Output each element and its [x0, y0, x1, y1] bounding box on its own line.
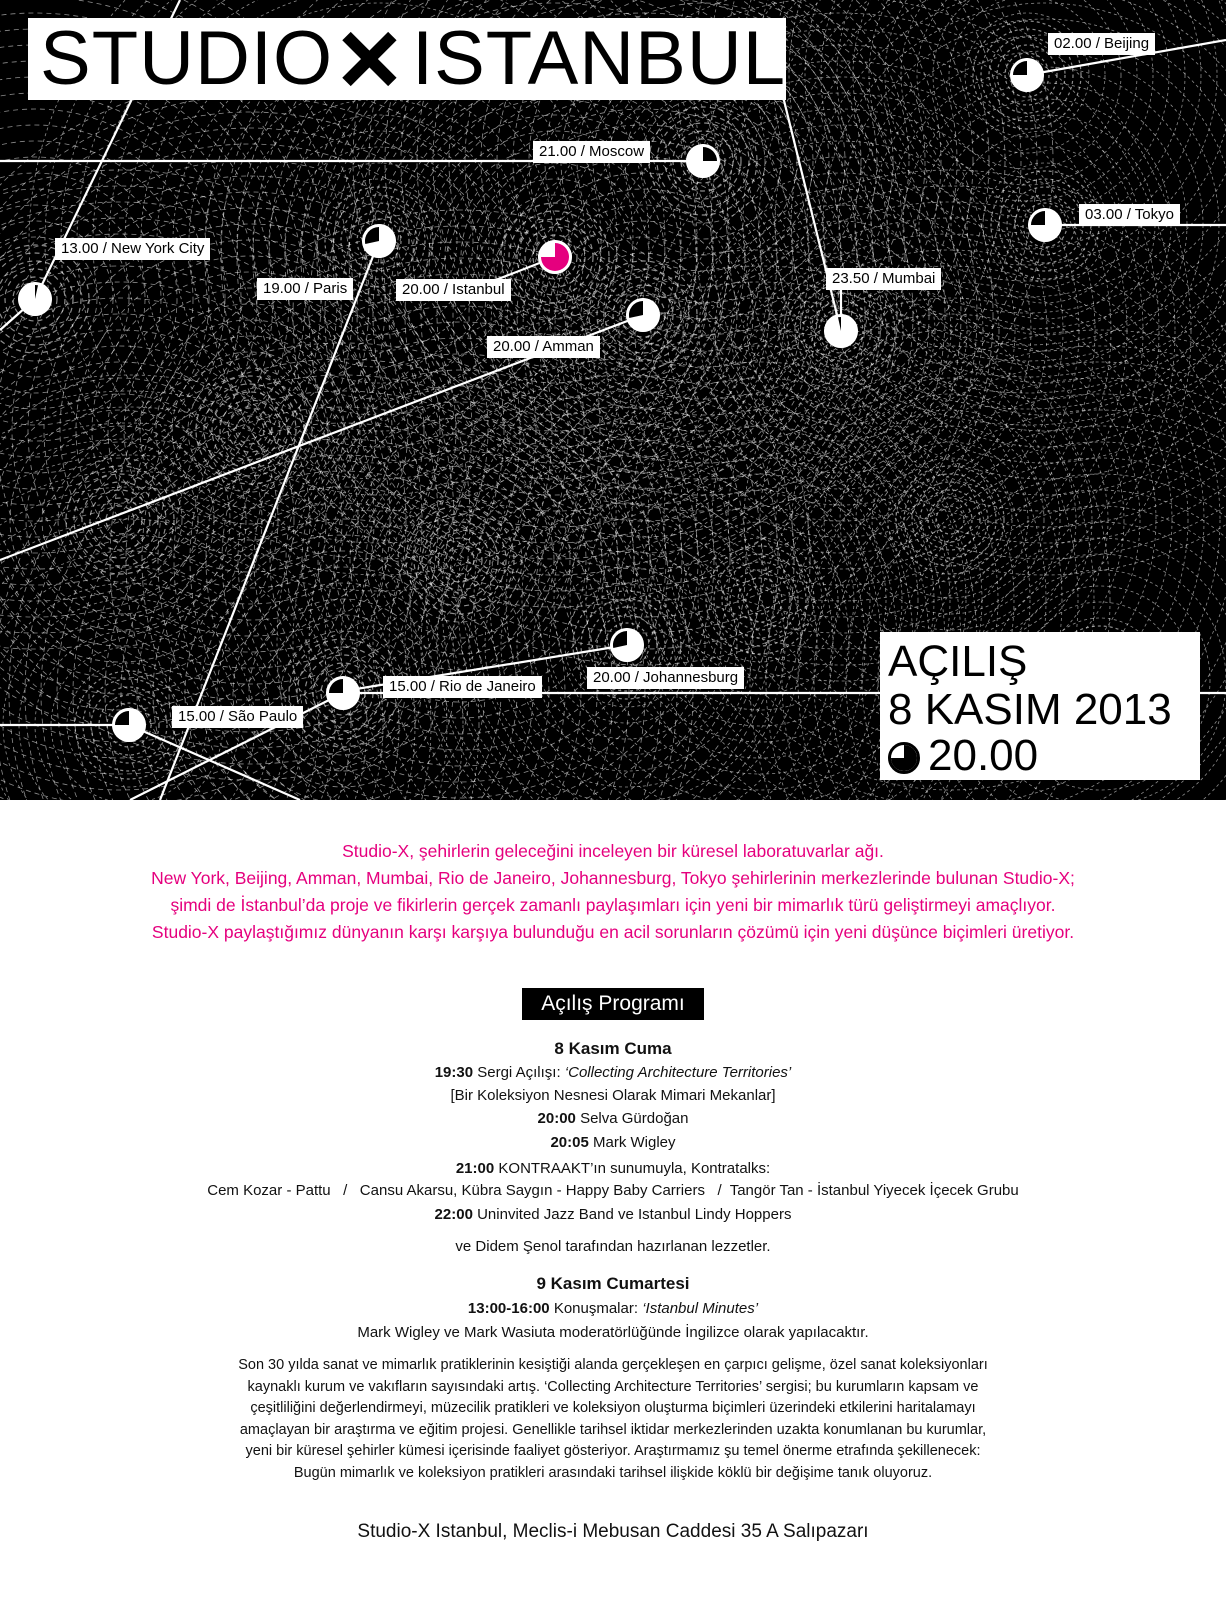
item-time: 20:00: [537, 1110, 576, 1127]
intro-line: Studio-X, şehirlerin geleceğini inceleyen bir küresel laboratuvarlar ağı.: [342, 841, 884, 861]
program-item: [0, 1110, 1226, 1127]
ring: [0, 407, 447, 800]
program-item: [0, 1206, 1226, 1223]
ring: [108, 288, 392, 572]
program-heading: Açılış Programı: [522, 988, 704, 1020]
ring: [89, 439, 597, 800]
ring: [743, 0, 1226, 527]
day2-title: 9 Kasım Cumartesi: [536, 1274, 690, 1293]
item-time: 22:00: [434, 1206, 473, 1223]
program-item: [0, 1087, 1226, 1104]
program-item: [0, 1064, 1226, 1081]
program-item: [0, 1182, 1226, 1199]
item-text: Cem Kozar - Pattu / Cansu Akarsu, Kübra Saygın - Happy Baby Carriers / Tangör Tan - İstanbul Yiyecek İçecek Grubu: [207, 1182, 1019, 1199]
istanbul-clock-icon: [538, 240, 572, 274]
johannesburg-clock-icon: [610, 628, 644, 662]
ring: [789, 0, 1226, 313]
x-mark-icon: [341, 28, 398, 90]
item-title: ‘Collecting Architecture Territories’: [564, 1064, 792, 1081]
rio-clock-icon: [326, 676, 360, 710]
day1-title: 8 Kasım Cuma: [554, 1039, 672, 1058]
description-line: Bugün mimarlık ve koleksiyon pratikleri arasındaki tarihsel ilişkide köklü bir değişime tanık oluyoruz.: [293, 1464, 933, 1481]
clock-icon: [888, 742, 920, 774]
paris-clock-icon: [362, 224, 396, 258]
item-time: 21:00: [455, 1160, 495, 1177]
ring: [446, 546, 474, 574]
ring: [0, 112, 568, 748]
city-label-mumbai: 23.50 / Mumbai: [826, 268, 941, 290]
description-line: amaçlayan bir araştırma ve eğitim projesi. Genellikle tarihsel iktidar merkezlerinden uzakta konumlanan bu kurumlar,: [239, 1421, 987, 1438]
ring: [791, 0, 1226, 479]
ring: [236, 416, 264, 444]
ring: [0, 455, 399, 800]
opening-time: 20.00: [928, 731, 1039, 780]
address: Studio-X Istanbul, Meclis-i Mebusan Caddesi 35 A Salıpazarı: [357, 1521, 869, 1542]
poster-title: [28, 18, 786, 100]
program-item: [0, 1238, 1226, 1255]
moscow-clock-icon: [686, 144, 720, 178]
ring: [188, 368, 312, 492]
city-label-moscow: 21.00 / Moscow: [533, 141, 650, 163]
intro-line: şimdi de İstanbul’da proje ve fikirlerin gerçek zamanlı paylaşımları için yeni bir mimarlık türü geliştirmeyi amaçlıyor.: [170, 895, 1056, 915]
city-label-tokyo: 03.00 / Tokyo: [1079, 204, 1180, 226]
description-line: kaynaklı kurum ve vakıfların sayısındaki artış. ‘Collecting Architecture Territories’ sergisi; bu kurumların kapsam ve: [247, 1378, 979, 1395]
ring: [808, 378, 1092, 662]
city-label-amman: 20.00 / Amman: [487, 336, 600, 358]
title-istanbul: ISTANBUL: [411, 16, 786, 101]
city-label-rio: 15.00 / Rio de Janeiro: [383, 676, 542, 698]
ring: [928, 498, 972, 542]
program-item: [0, 1134, 1226, 1151]
item-text: Mark Wigley: [593, 1134, 676, 1151]
ring: [0, 487, 367, 800]
ring: [0, 346, 294, 694]
item-title: ‘Istanbul Minutes’: [642, 1300, 759, 1317]
saopaulo-clock-icon: [112, 708, 146, 742]
item-text: Sergi Açılışı:: [477, 1064, 565, 1081]
ring: [60, 240, 440, 620]
tokyo-clock-icon: [1028, 208, 1062, 242]
amman-clock-icon: [626, 298, 660, 332]
ring: [0, 471, 383, 800]
city-label-newyork: 13.00 / New York City: [55, 238, 210, 260]
item-text: Konuşmalar:: [553, 1300, 643, 1317]
item-text: KONTRAAKT’ın sunumuyla, Kontratalks:: [498, 1160, 771, 1177]
city-label-saopaulo: 15.00 / São Paulo: [172, 706, 303, 728]
item-text: Uninvited Jazz Band ve Istanbul Lindy Hoppers: [477, 1206, 792, 1223]
item-text: Selva Gürdoğan: [580, 1110, 689, 1127]
program-item: [0, 1160, 1226, 1177]
intro-text: [0, 838, 1226, 946]
ring: [414, 514, 506, 606]
intro-line: Studio-X paylaştığımız dünyanın karşı karşıya bulunduğu en acil sorunların çözümü için yeni düşünce biçimleri üretiyor.: [151, 922, 1075, 942]
ring: [856, 426, 1044, 614]
ring: [325, 343, 929, 800]
description-line: yeni bir küresel şehirler kümesi içerisinde faaliyet gösteriyor. Araştırmamız şu temel önerme etrafında şekillenecek:: [245, 1443, 981, 1459]
item-text: ve Didem Şenol tarafından hazırlanan lezzetler.: [455, 1238, 771, 1255]
description-line: çeşitliliğini değerlendirmeyi, müzecilik pratikleri ve koleksiyon oluşturma biçimleri üzerindeki etkilerini haritalamayı: [250, 1400, 976, 1416]
item-time: 20:05: [550, 1134, 589, 1151]
city-label-istanbul: 20.00 / Istanbul: [396, 279, 511, 301]
intro-line: New York, Beijing, Amman, Mumbai, Rio de Janeiro, Johannesburg, Tokyo şehirlerinin merkezlerinde bulunan Studio-X;: [151, 868, 1075, 888]
description-paragraph: [0, 1355, 1226, 1484]
ring: [373, 391, 881, 800]
ring: [912, 482, 988, 558]
city-label-johannesburg: 20.00 / Johannesburg: [587, 667, 744, 689]
mumbai-clock-icon: [824, 314, 858, 348]
city-label-paris: 19.00 / Paris: [257, 278, 353, 300]
program-item: [0, 1324, 1226, 1341]
opening-title: AÇILIŞ: [888, 637, 1028, 686]
opening-date: 8 KASIM 2013: [888, 685, 1172, 734]
item-time: 13:00-16:00: [467, 1300, 550, 1317]
ring: [727, 0, 1226, 543]
item-time: 19:30: [434, 1064, 474, 1081]
beijing-clock-icon: [1010, 58, 1044, 92]
title-studio: STUDIO: [40, 16, 334, 101]
newyork-clock-icon: [18, 282, 52, 316]
city-label-beijing: 02.00 / Beijing: [1048, 33, 1155, 55]
program-item: [0, 1300, 1226, 1317]
ring: [9, 359, 677, 800]
description-line: Son 30 yılda sanat ve mimarlık pratiklerinin kesiştiği alanda gerçekleşen en çarpıcı gelişme, özel sanat koleksiyonları: [238, 1357, 988, 1373]
opening-box: [880, 632, 1200, 780]
item-text: [Bir Koleksiyon Nesnesi Olarak Mimari Mekanlar]: [450, 1087, 776, 1104]
ring: [0, 567, 287, 800]
item-text: Mark Wigley ve Mark Wasiuta moderatörlüğünde İngilizce olarak yapılacaktır.: [357, 1324, 869, 1341]
